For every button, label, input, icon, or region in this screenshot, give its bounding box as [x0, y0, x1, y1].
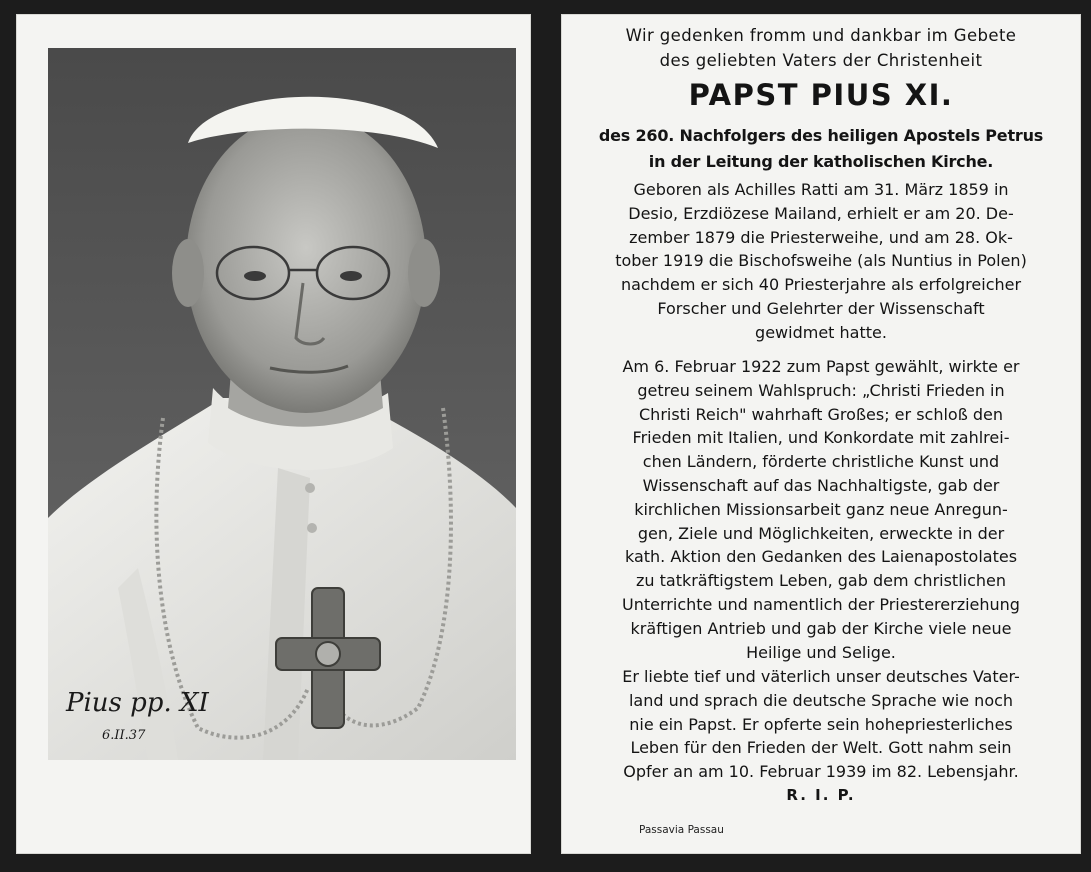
paragraph-line: Am 6. Februar 1922 zum Papst gewählt, wirkte er: [622, 357, 1020, 376]
paragraph-line: Forscher und Gelehrter der Wissenschaft: [657, 298, 985, 318]
paragraph-line: gewidmet hatte.: [755, 322, 887, 342]
intro-line: Wir gedenken fromm und dankbar im Gebete: [625, 26, 1017, 45]
intro-text: [561, 23, 1081, 73]
closing-paragraph: [561, 665, 1081, 784]
paragraph-line: kath. Aktion den Gedanken des Laienapostolates: [624, 547, 1018, 567]
paragraph-line: kirchlichen Missionsarbeit ganz neue Anregun-: [634, 499, 1008, 519]
signature-date: 6.II.37: [102, 728, 146, 743]
paragraph-line: Desio, Erzdiözese Mailand, erhielt er am 20. De-: [628, 203, 1014, 223]
left-panel: [16, 14, 531, 854]
portrait-illustration: [48, 48, 516, 760]
paragraph-line: tober 1919 die Bischofsweihe (als Nuntius in Polen): [615, 251, 1027, 271]
paragraph-line: nie ein Papst. Er opferte sein hohepriesterliches: [629, 714, 1013, 734]
paragraph-line: Unterrichte und namentlich der Priestererziehung: [622, 594, 1020, 614]
paragraph-line: zember 1879 die Priesterweihe, und am 28. Ok-: [629, 227, 1013, 247]
paragraph-line: Leben für den Frieden der Welt. Gott nahm sein: [630, 738, 1012, 758]
paragraph-line: Christi Reich" wahrhaft Großes; er schloß den: [639, 404, 1003, 424]
intro-line: des geliebten Vaters der Christenheit: [659, 51, 983, 70]
paragraph-line: Er liebte tief und väterlich unser deutsches Vater-: [622, 667, 1020, 686]
paragraph-line: chen Ländern, förderte christliche Kunst und: [642, 452, 1000, 472]
paragraph-line: Geboren als Achilles Ratti am 31. März 1859 in: [633, 180, 1009, 199]
subtitle-line: des 260. Nachfolgers des heiligen Apostels Petrus: [598, 126, 1044, 145]
paragraph-line: Heilige und Selige.: [746, 642, 896, 662]
paragraph-line: getreu seinem Wahlspruch: „Christi Frieden in: [637, 380, 1005, 400]
paragraph-line: nachdem er sich 40 Priesterjahre als erfolgreicher: [620, 275, 1022, 295]
paragraph-line: zu tatkräftigstem Leben, gab dem christlichen: [635, 571, 1007, 591]
publisher-imprint: Passavia Passau: [639, 824, 724, 836]
paragraph-line: Wissenschaft auf das Nachhaltigste, gab der: [642, 475, 1000, 495]
rip-closing: R. I. P.: [786, 786, 856, 804]
paragraph-line: kräftigen Antrieb und gab der Kirche viele neue: [630, 618, 1012, 638]
paragraph-line: Opfer an am 10. Februar 1939 im 82. Lebensjahr.: [623, 762, 1019, 782]
paragraph-line: Frieden mit Italien, und Konkordate mit zahlrei-: [632, 428, 1010, 448]
handwritten-signature: Pius pp. XI: [66, 688, 209, 718]
pontificate-paragraph: [561, 355, 1081, 664]
subtitle-line: in der Leitung der katholischen Kirche.: [648, 152, 994, 171]
paragraph-line: gen, Ziele und Möglichkeiten, erweckte in der: [637, 523, 1005, 543]
page-title: PAPST PIUS XI.: [688, 78, 954, 112]
portrait-photo: [48, 48, 516, 760]
biography-paragraph: [561, 178, 1081, 345]
paragraph-line: land und sprach die deutsche Sprache wie noch: [628, 690, 1014, 710]
right-panel: [561, 14, 1081, 854]
subtitle: [561, 123, 1081, 175]
